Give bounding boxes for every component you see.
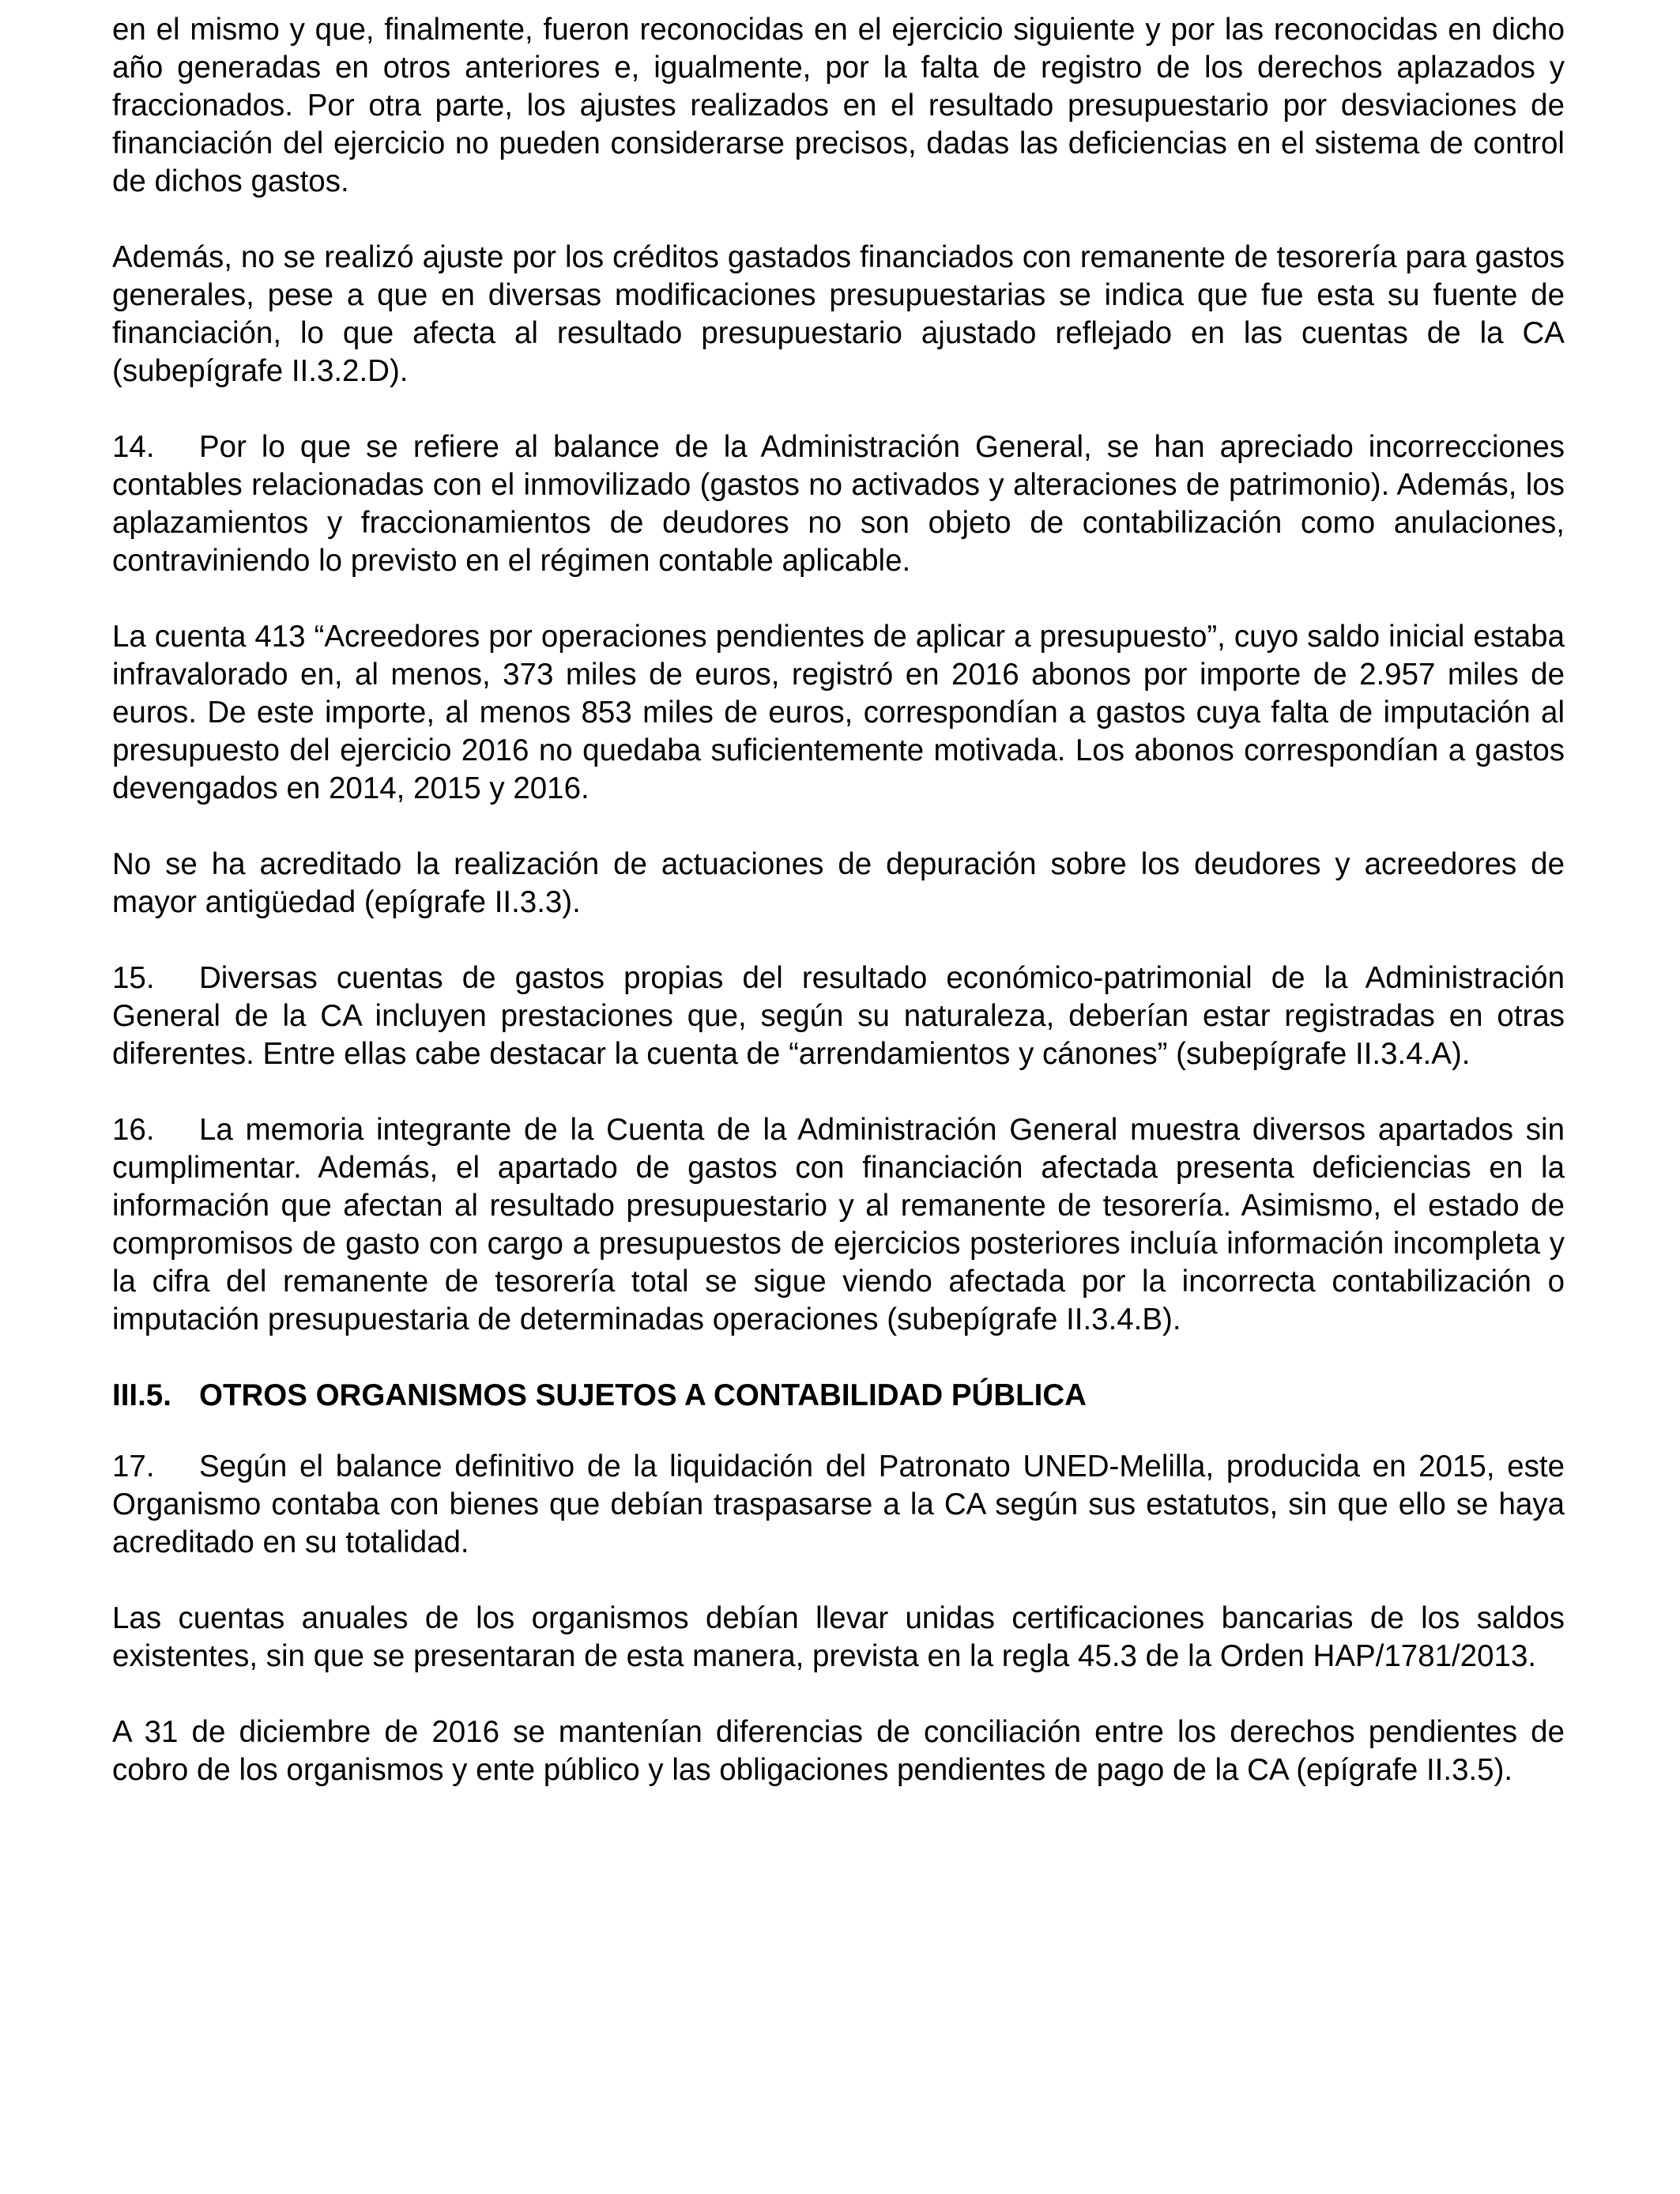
section-number: III.5.	[112, 1378, 171, 1412]
paragraph-15	[112, 959, 1565, 1073]
section-heading	[112, 1377, 1565, 1415]
paragraph-number: 14.	[112, 430, 155, 464]
paragraph-text: Diversas cuentas de gastos propias del resultado económico-patrimonial de la Administración General de la CA incluyen prestaciones que, según su naturaleza, deberían estar registradas en otras diferentes. Entre ellas cabe destacar la cuenta de “arrendamientos y cánones” (subepígrafe II.3.4.A).	[112, 961, 1565, 1071]
paragraph-text: en el mismo y que, finalmente, fueron reconocidas en el ejercicio siguiente y por las reconocidas en dicho año generadas en otros anteriores e, igualmente, por la falta de registro de los derechos aplazados y fraccionados. Por otra parte, los ajustes realizados en el resultado presupuestario por desviaciones de financiación del ejercicio no pueden considerarse precisos, dadas las deficiencias en el sistema de control de dichos gastos.	[112, 13, 1565, 198]
paragraph	[112, 239, 1565, 390]
paragraph	[112, 11, 1565, 201]
paragraph-text: A 31 de diciembre de 2016 se mantenían diferencias de conciliación entre los derechos pendientes de cobro de los organismos y ente público y las obligaciones pendientes de pago de la CA (epígrafe II.3.5).	[112, 1715, 1565, 1787]
paragraph-number: 17.	[112, 1449, 155, 1483]
paragraph-text: La cuenta 413 “Acreedores por operaciones pendientes de aplicar a presupuesto”, cuyo saldo inicial estaba infravalorado en, al menos, 373 miles de euros, registró en 2016 abonos por importe de 2.957 miles de euros. De este importe, al menos 853 miles de euros, correspondían a gastos cuya falta de imputación al presupuesto del ejercicio 2016 no quedaba suficientemente motivada. Los abonos correspondían a gastos devengados en 2014, 2015 y 2016.	[112, 620, 1565, 805]
paragraph-text: Además, no se realizó ajuste por los créditos gastados financiados con remanente de tesorería para gastos generales, pese a que en diversas modificaciones presupuestarias se indica que fue esta su fuente de financiación, lo que afecta al resultado presupuestario ajustado reflejado en las cuentas de la CA (subepígrafe II.3.2.D).	[112, 240, 1565, 388]
paragraph	[112, 1713, 1565, 1789]
paragraph-17	[112, 1448, 1565, 1562]
paragraph-number: 15.	[112, 961, 155, 995]
paragraph-text: Las cuentas anuales de los organismos debían llevar unidas certificaciones bancarias de los saldos existentes, sin que se presentaran de esta manera, prevista en la regla 45.3 de la Orden HAP/1781/2013.	[112, 1601, 1565, 1673]
paragraph-text: Según el balance definitivo de la liquidación del Patronato UNED-Melilla, producida en 2015, este Organismo contaba con bienes que debían traspasarse a la CA según sus estatutos, sin que ello se haya acreditado en su totalidad.	[112, 1449, 1565, 1559]
paragraph-14	[112, 428, 1565, 580]
paragraph-16	[112, 1111, 1565, 1339]
paragraph-number: 16.	[112, 1113, 155, 1147]
paragraph	[112, 618, 1565, 808]
document-page	[112, 11, 1565, 1827]
paragraph	[112, 1600, 1565, 1676]
paragraph-text: No se ha acreditado la realización de actuaciones de depuración sobre los deudores y acreedores de mayor antigüedad (epígrafe II.3.3).	[112, 847, 1565, 919]
paragraph-text: La memoria integrante de la Cuenta de la Administración General muestra diversos apartados sin cumplimentar. Además, el apartado de gastos con financiación afectada presenta deficiencias en la información que afectan al resultado presupuestario y al remanente de tesorería. Asimismo, el estado de compromisos de gasto con cargo a presupuestos de ejercicios posteriores incluía información incompleta y la cifra del remanente de tesorería total se sigue viendo afectada por la incorrecta contabilización o imputación presupuestaria de determinadas operaciones (subepígrafe II.3.4.B).	[112, 1113, 1565, 1336]
section-title: OTROS ORGANISMOS SUJETOS A CONTABILIDAD PÚBLICA	[199, 1378, 1087, 1412]
paragraph	[112, 846, 1565, 922]
paragraph-text: Por lo que se refiere al balance de la Administración General, se han apreciado incorrecciones contables relacionadas con el inmovilizado (gastos no activados y alteraciones de patrimonio). Además, los aplazamientos y fraccionamientos de deudores no son objeto de contabilización como anulaciones, contraviniendo lo previsto en el régimen contable aplicable.	[112, 430, 1565, 578]
